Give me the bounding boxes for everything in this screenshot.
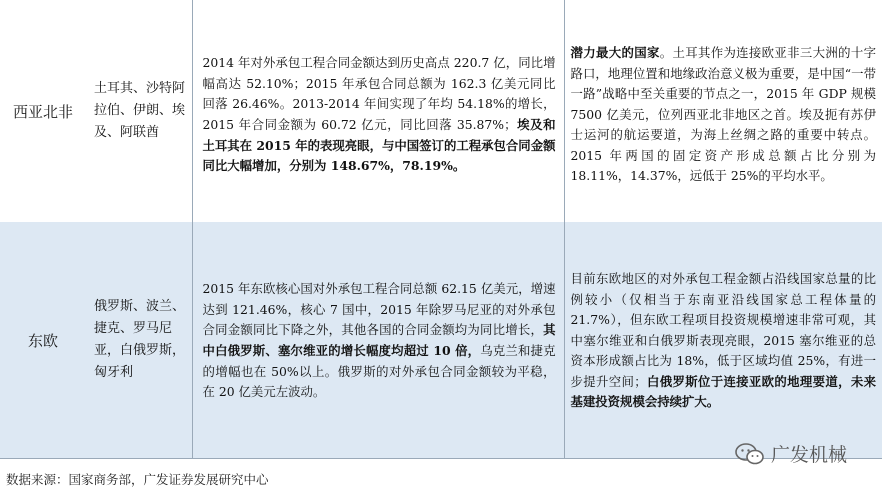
performance-highlight: 其中白俄罗斯、塞尔维亚的增长幅度均超过 10 倍， <box>202 322 556 358</box>
performance-text: 2014 年对外承包工程合同金额达到历史高点 220.7 亿，同比增幅高达 52.10%；2015 年承包合同总额为 162.3 亿美元同比回落 26.46%。2013-2014 年间实现了年均 54.18%的增长，2015 年合同金额为 60.72 亿元，同比回落 35.87%； <box>202 55 556 132</box>
performance-text: 2015 年东欧核心国对外承包工程合同总额 62.15 亿美元，增速达到 121.46%，核心 7 国中，2015 年除罗马尼亚的对外承包合同金额同比下降之外，其他各国的合同金额均为同比增长， <box>202 281 556 338</box>
outlook-text: 。土耳其作为连接欧亚非三大洲的十字路口，地理位置和地缘政治意义极为重要，是中国“一带一路”战略中至关重要的节点之一，2015 年 GDP 规模 7500 亿美元，位列西亚北非地区之首。埃及扼有苏伊士运河的航运要道，为海上丝绸之路的重要中转点。2015 年两国的固定资产形成总额占比分别为 18.11%，14.37%，远低于 25%的平均水平。 <box>570 44 877 184</box>
performance-text-continued: 乌克兰和捷克的增幅也在 50%以上。俄罗斯的对外承包合同金额较为平稳，在 20 亿美元左波动。 <box>202 343 556 400</box>
source-note: 数据来源：国家商务部，广发证券发展研究中心 <box>6 472 269 487</box>
region-cell: 东欧 <box>27 331 58 350</box>
region-cell: 西亚北非 <box>12 102 73 121</box>
watermark-text: 广发机械 <box>771 444 848 466</box>
wechat-icon <box>735 443 765 465</box>
outlook-cell <box>564 0 882 222</box>
outlook-highlight: 潜力最大的国家 <box>570 44 660 60</box>
outlook-cell <box>564 222 882 458</box>
countries-cell: 土耳其、沙特阿拉伯、伊朗、埃及、阿联酋 <box>94 81 186 140</box>
countries-cell: 俄罗斯、波兰、捷克、罗马尼亚，白俄罗斯，匈牙利 <box>94 299 186 380</box>
performance-cell <box>192 0 564 222</box>
table-row <box>0 222 882 458</box>
wechat-watermark <box>735 440 847 467</box>
performance-cell <box>192 222 564 458</box>
table-row <box>0 0 882 222</box>
outlook-highlight: 白俄罗斯位于连接亚欧的地理要道，未来基建投资规模会持续扩大。 <box>570 373 877 410</box>
performance-highlight: 埃及和土耳其在 2015 年的表现亮眼，与中国签订的工程承包合同金额同比大幅增加，分别为 148.67%，78.19%。 <box>202 117 556 174</box>
outlook-text: 目前东欧地区的对外承包工程金额占沿线国家总量的比例较小（仅相当于东南亚沿线国家总工程体量的 21.7%），但东欧工程项目投资规模增速非常可观，其中塞尔维亚和白俄罗斯表现亮眼，2015 塞尔维亚的总资本形成额占比为 18%，低于区域均值 25%，有进一步提升空间； <box>570 270 876 389</box>
